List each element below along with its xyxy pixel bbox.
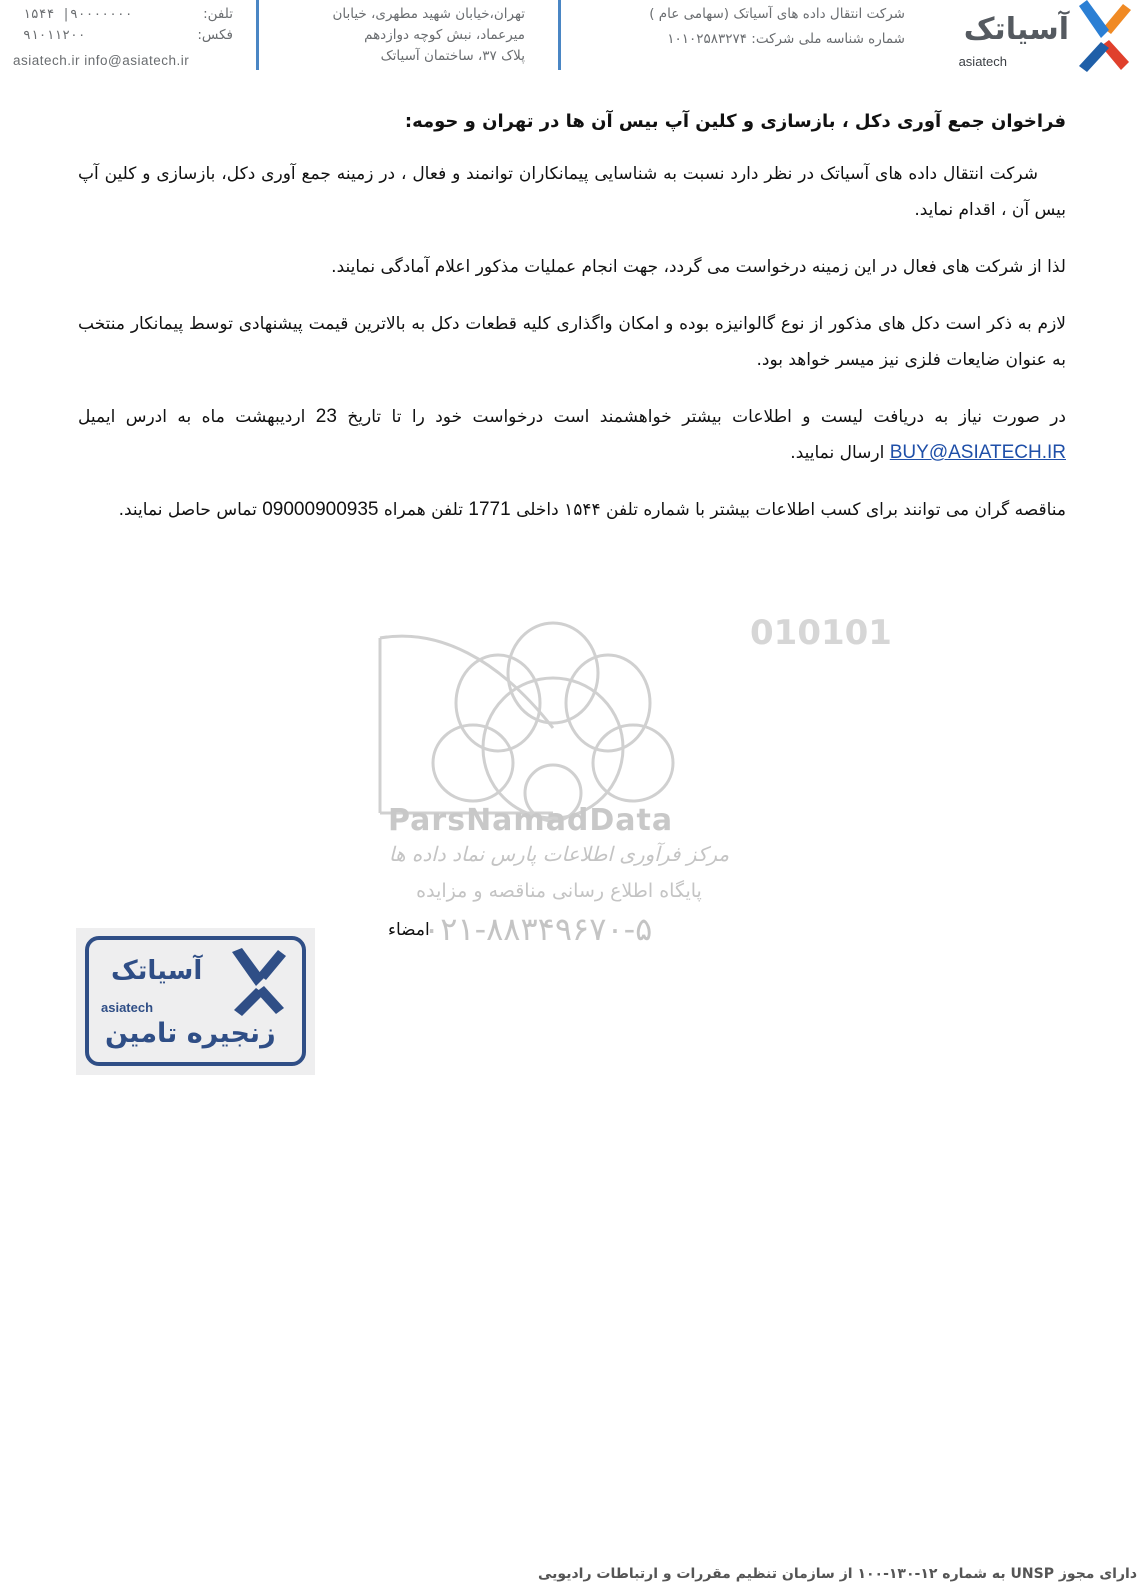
paragraph-deadline xyxy=(78,399,1066,471)
watermark-line-2: پایگاه اطلاع رسانی مناقصه و مزایده xyxy=(416,880,702,902)
watermark-brand: ParsNamadData xyxy=(388,803,674,838)
stamp-border xyxy=(85,936,306,1066)
header-address xyxy=(275,4,525,67)
watermark-binary: 010101 xyxy=(750,613,892,653)
stamp-subtitle: زنجیره تامین xyxy=(105,1018,276,1049)
page-title: فراخوان جمع آوری دکل ، بازسازی و کلین آپ بیس آن ها در تهران و حومه: xyxy=(404,111,1066,132)
logo-text-fa: آسیاتک xyxy=(963,12,1069,47)
letter-body xyxy=(78,104,1066,549)
address-line-3: پلاک ۳۷، ساختمان آسیاتک xyxy=(380,48,525,64)
paragraph-contact xyxy=(78,492,1066,528)
contact-text: مناقصه گران می توانند برای کسب اطلاعات بیشتر با شماره تلفن ۱۵۴۴ داخلی xyxy=(516,500,1066,520)
fax-label: فکس: xyxy=(197,27,233,43)
deadline-day: 23 xyxy=(315,406,337,427)
mobile-number: 09000900935 xyxy=(262,499,379,520)
license-footer: دارای مجوز UNSP به شماره ۱۲-۱۳۰-۱۰۰ از سازمان تنظیم مقررات و ارتباطات رادیویی xyxy=(538,1566,1137,1582)
watermark-flower-icon xyxy=(378,613,892,818)
logo-text-en: asiatech xyxy=(958,54,1007,69)
fax-value: ۹۱۰۱۱۲۰۰ xyxy=(23,28,86,43)
stamp-name-en: asiatech xyxy=(101,1000,154,1015)
deadline-text: در صورت نیاز به دریافت لیست و اطلاعات بیشتر خواهشمند است درخواست خود را تا تاریخ xyxy=(347,407,1066,427)
deadline-month-text: اردیبهشت ماه به ادرس ایمیل xyxy=(78,407,306,427)
website-email[interactable]: asiatech.ir info@asiatech.ir xyxy=(13,53,190,68)
company-logo xyxy=(945,0,1135,75)
mobile-label: تلفن همراه xyxy=(383,500,463,520)
phone-value: ۱۵۴۴ |۹۰۰۰۰۰۰۰ xyxy=(23,7,133,22)
header-divider xyxy=(558,0,561,70)
header-contact xyxy=(13,4,233,71)
send-text: ارسال نمایید. xyxy=(790,443,885,463)
email-link[interactable]: BUY@ASIATECH.IR xyxy=(889,442,1066,463)
contact-closing: تماس حاصل نمایند. xyxy=(118,500,257,520)
fax-row xyxy=(23,25,233,46)
watermark-phone: ۰۲۱-۸۸۳۴۹۶۷۰-۵ xyxy=(423,910,653,948)
header-company-info xyxy=(605,4,905,50)
letterhead xyxy=(0,0,1145,75)
paragraph-request: لذا از شرکت های فعال در این زمینه درخواست می گردد، جهت انجام عملیات مذکور اعلام آمادگی نمایند. xyxy=(331,257,1066,277)
parsnamad-watermark xyxy=(378,613,892,963)
phone-row xyxy=(23,4,233,25)
stamp-name-fa: آسیاتک xyxy=(111,956,203,986)
address-line-1: تهران،خیابان شهید مطهری، خیابان xyxy=(332,6,525,22)
paragraph-galvanized: لازم به ذکر است دکل های مذکور از نوع گالوانیزه بوده و امکان واگذاری کلیه قطعات دکل به بالاترین قیمت پیشنهادی توسط پیمانکار منتخب به عنوان ضایعات فلزی نیز میسر خواهد بود. xyxy=(78,314,1066,370)
paragraph-intro: شرکت انتقال داده های آسیاتک در نظر دارد نسبت به شناسایی پیمانکاران توانمند و فعال ، در زمینه جمع آوری دکل، بازسازی و کلین آپ بیس آن ، اقدام نماید. xyxy=(78,164,1066,220)
company-national-id: شماره شناسه ملی شرکت: ۱۰۱۰۲۵۸۳۲۷۴ xyxy=(667,31,905,47)
company-name: شرکت انتقال داده های آسیاتک (سهامی عام ) xyxy=(649,6,905,22)
asiatech-x-logo-icon xyxy=(1073,0,1135,72)
company-stamp xyxy=(76,928,315,1075)
header-divider xyxy=(256,0,259,70)
stamp-x-logo-icon xyxy=(228,948,290,1016)
signature-label: امضاء xyxy=(388,920,430,940)
phone-label: تلفن: xyxy=(203,6,233,22)
extension-number: 1771 xyxy=(468,499,511,520)
watermark-line-1: مرکز فرآوری اطلاعات پارس نماد داده ها xyxy=(388,842,730,866)
address-line-2: میرعماد، نبش کوچه دوازدهم xyxy=(364,27,525,43)
